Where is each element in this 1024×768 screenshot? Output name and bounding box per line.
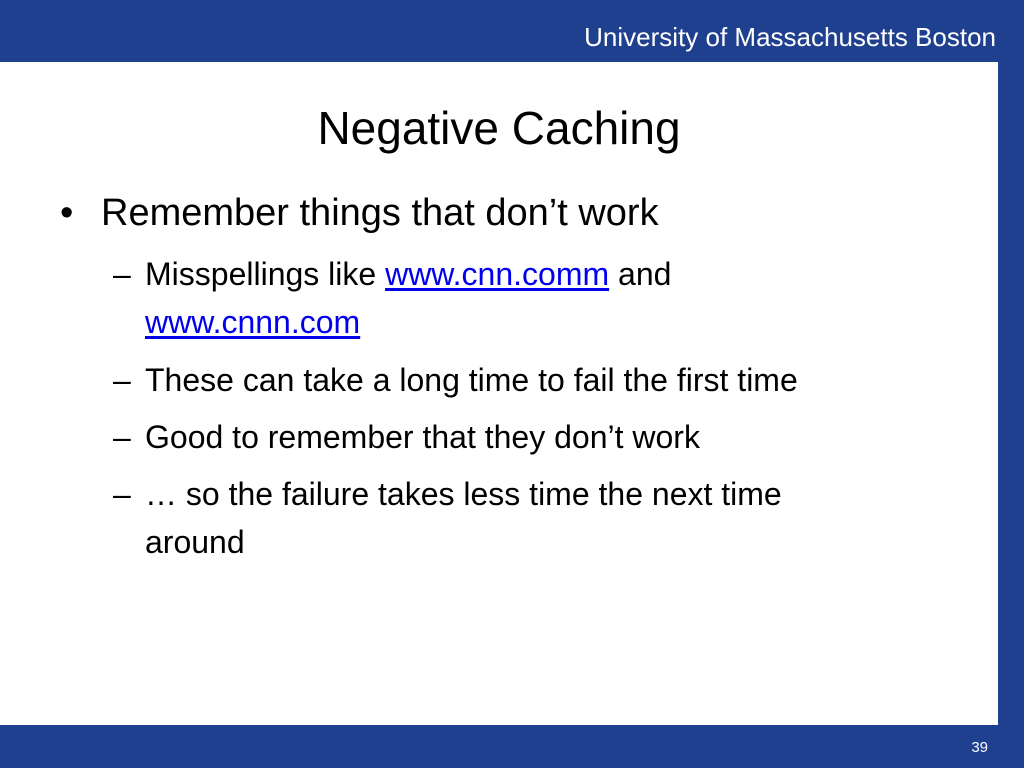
dash-marker: – [113, 419, 131, 455]
link-cnn-comm[interactable]: www.cnn.comm [385, 256, 610, 292]
sub-item-body [145, 250, 983, 346]
footer-bar [0, 725, 1024, 768]
misspellings-prefix: Misspellings like [145, 256, 386, 292]
sub-item-text: These can take a long time to fail the first time [145, 362, 798, 398]
slide-title: Negative Caching [317, 102, 681, 154]
sub-item-line1: … so the failure takes less time the next time [145, 476, 782, 512]
bullet-marker: • [60, 192, 74, 234]
sub-item-line2: around [145, 524, 245, 560]
institution-name: University of Massachusetts Boston [584, 22, 996, 52]
misspellings-and: and [609, 256, 672, 292]
header-bar [0, 0, 1024, 62]
dash-marker: – [113, 256, 131, 292]
link-cnnn-com[interactable]: www.cnnn.com [145, 304, 361, 340]
page-number: 39 [971, 739, 988, 756]
dash-marker: – [113, 362, 131, 398]
slide-content [0, 62, 998, 725]
bullet-text: Remember things that don’t work [101, 192, 659, 234]
dash-marker: – [113, 476, 131, 512]
sub-item-body [145, 470, 983, 566]
sub-item-text: Good to remember that they don’t work [145, 419, 700, 455]
